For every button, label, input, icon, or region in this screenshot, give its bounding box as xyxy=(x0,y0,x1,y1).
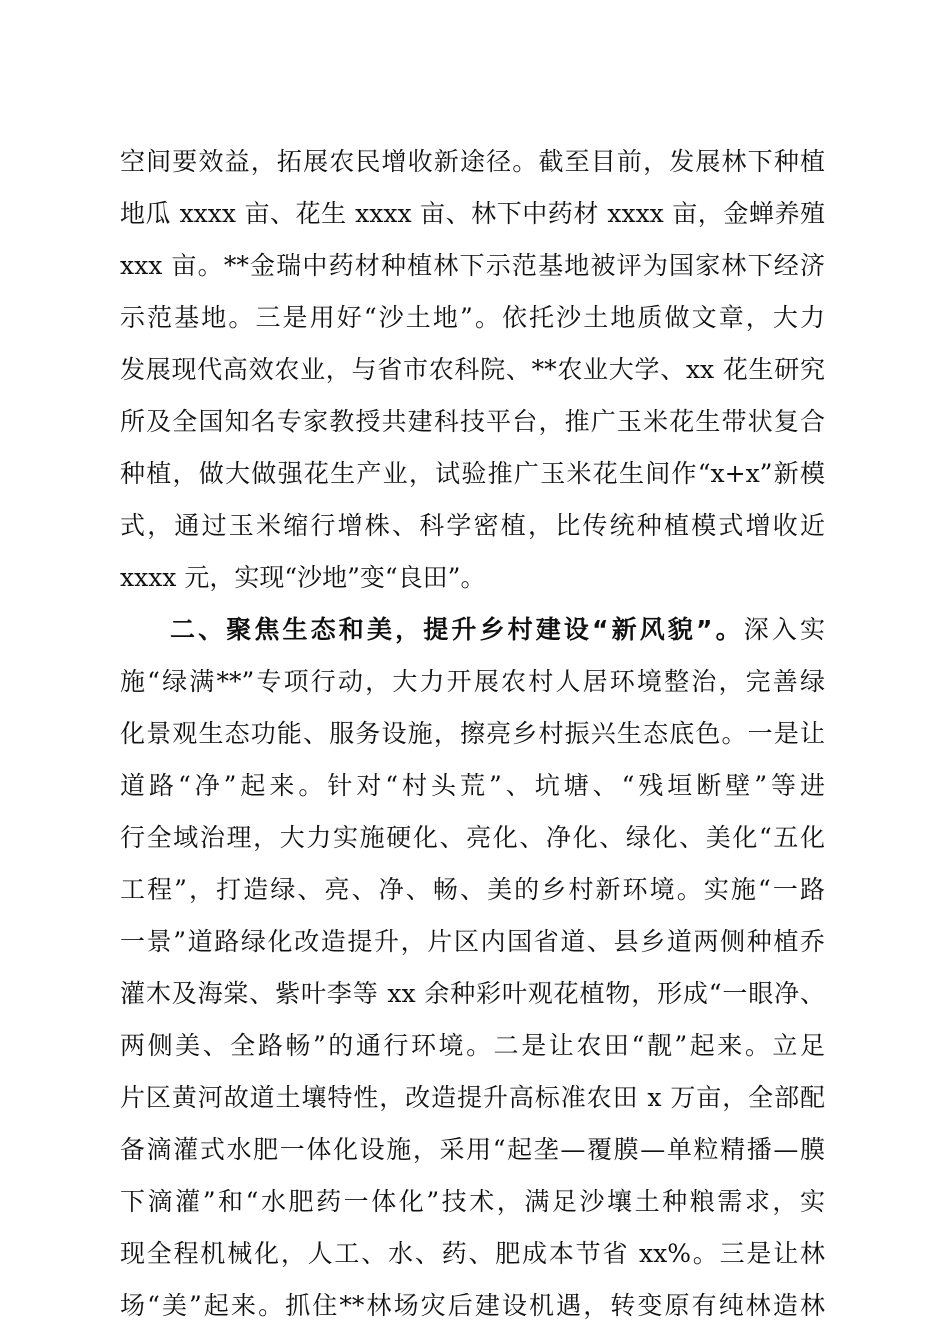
paragraph-1-line-4: 示范基地。三是用好“沙土地”。依托沙土地质做文章，大力 xyxy=(120,303,825,332)
paragraph-1-line-5: 发展现代高效农业，与省市农科院、**农业大学、xx 花生研究 xyxy=(120,355,825,384)
paragraph-2-line-9: 两侧美、全路畅”的通行环境。二是让农田“靓”起来。立足 xyxy=(120,1031,825,1060)
paragraph-2-line-10: 片区黄河故道土壤特性，改造提升高标准农田 x 万亩，全部配 xyxy=(120,1083,825,1112)
paragraph-2-line-11: 备滴灌式水肥一体化设施，采用“起垄—覆膜—单粒精播—膜 xyxy=(120,1135,825,1164)
paragraph-2-line-13: 现全程机械化，人工、水、药、肥成本节省 xx%。三是让林 xyxy=(120,1239,825,1268)
paragraph-2-line-14: 场“美”起来。抓住**林场灾后建设机遇，转变原有纯林造林 xyxy=(120,1291,825,1320)
paragraph-2-line-4: 道路“净”起来。针对“村头荒”、坑塘、“残垣断壁”等进 xyxy=(120,771,825,800)
paragraph-1-line-1: 空间要效益，拓展农民增收新途径。截至目前，发展林下种植 xyxy=(120,147,825,176)
paragraph-2-line-7: 一景”道路绿化改造提升，片区内国省道、县乡道两侧种植乔 xyxy=(120,927,825,956)
paragraph-1-line-6: 所及全国知名专家教授共建科技平台，推广玉米花生带状复合 xyxy=(120,407,825,436)
paragraph-2-line-6: 工程”，打造绿、亮、净、畅、美的乡村新环境。实施“一路 xyxy=(120,875,825,904)
paragraph-1-line-9: xxxx 元，实现“沙地”变“良田”。 xyxy=(120,563,486,592)
paragraph-2-first-line-rest: 深入实 xyxy=(743,615,825,644)
paragraph-1-line-7: 种植，做大做强花生产业，试验推广玉米花生间作“x+x”新模 xyxy=(120,459,825,488)
section-heading: 二、聚焦生态和美，提升乡村建设“新风貌”。 xyxy=(170,615,744,644)
paragraph-2-first-line xyxy=(170,610,825,650)
paragraph-1-line-2: 地瓜 xxxx 亩、花生 xxxx 亩、林下中药材 xxxx 亩，金蝉养殖 xyxy=(120,199,825,228)
paragraph-2-line-2: 施“绿满**”专项行动，大力开展农村人居环境整治，完善绿 xyxy=(120,667,825,696)
paragraph-2-line-8: 灌木及海棠、紫叶李等 xx 余种彩叶观花植物，形成“一眼净、 xyxy=(120,979,825,1008)
paragraph-2-line-3: 化景观生态功能、服务设施，擦亮乡村振兴生态底色。一是让 xyxy=(120,719,825,748)
paragraph-1-line-3: xxx 亩。**金瑞中药材种植林下示范基地被评为国家林下经济 xyxy=(120,251,825,280)
paragraph-2-line-5: 行全域治理，大力实施硬化、亮化、净化、绿化、美化“五化 xyxy=(120,823,825,852)
paragraph-1-line-8: 式，通过玉米缩行增株、科学密植，比传统种植模式增收近 xyxy=(120,511,825,540)
paragraph-2-line-12: 下滴灌”和“水肥药一体化”技术，满足沙壤土种粮需求，实 xyxy=(120,1187,825,1216)
